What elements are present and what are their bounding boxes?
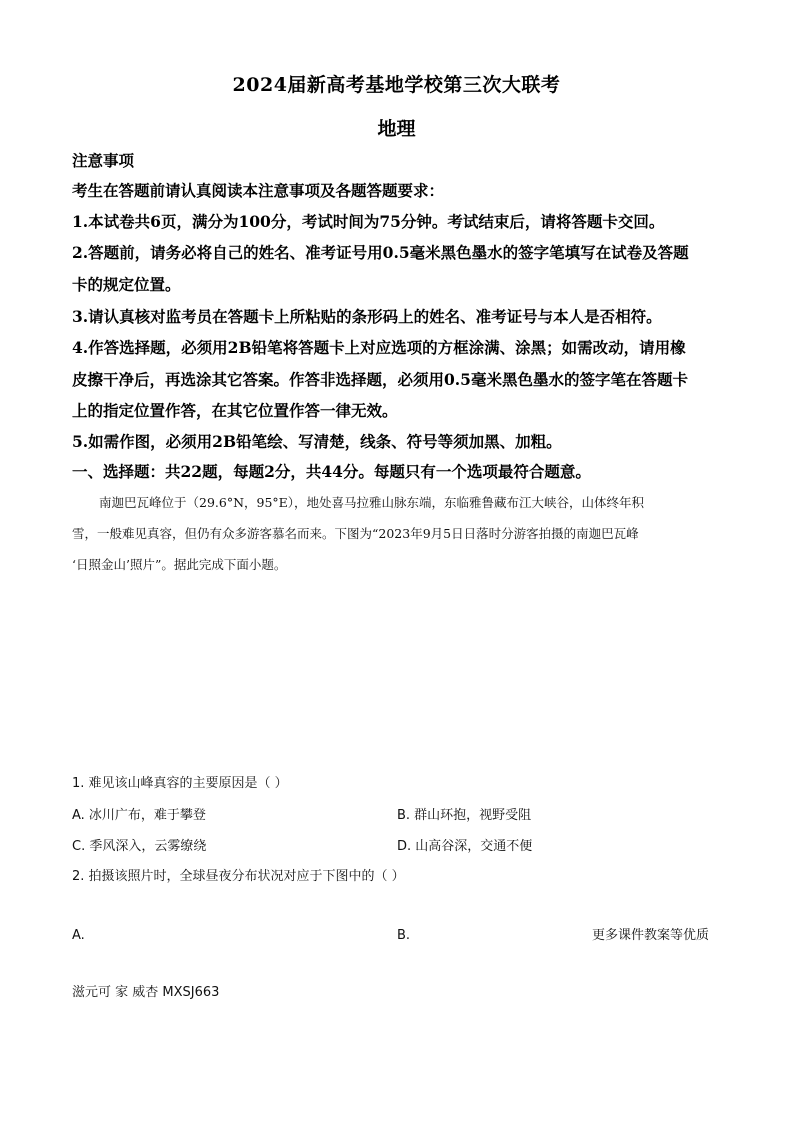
question-1-option-b: B. 群山环抱，视野受阻: [397, 808, 532, 823]
notice-line-3: 3.请认真核对监考员在答题卡上所粘贴的条形码上的姓名、准考证号与本人是否相符。: [72, 307, 662, 326]
notice-line-5: 5.如需作图，必须用2B铅笔绘、写清楚，线条、符号等须加黑、加粗。: [72, 432, 562, 451]
question-1-option-c: C. 季风深入，云雾缭绕: [72, 839, 207, 854]
question-1-stem: 1. 难见该山峰真容的主要原因是（ ）: [72, 776, 288, 791]
question-1-option-a: A. 冰川广布，难于攀登: [72, 808, 206, 823]
notice-line-2a: 2.答题前，请务必将自己的姓名、准考证号用0.5毫米黑色墨水的签字笔填写在试卷及答题: [72, 243, 689, 262]
exam-subject: 地理: [377, 118, 416, 140]
notice-heading: 注意事项: [72, 151, 135, 170]
notice-intro: 考生在答题前请认真阅读本注意事项及各题答题要求：: [72, 181, 445, 200]
notice-line-4c: 上的指定位置作答，在其它位置作答一律无效。: [72, 401, 398, 420]
section-title: 一、选择题：共22题，每题2分，共44分。每题只有一个选项最符合题意。: [72, 462, 591, 481]
question-2-option-a: A.: [72, 928, 85, 943]
exam-title: 2024届新高考基地学校第三次大联考: [232, 74, 561, 96]
passage-line-2: 雪，一般难见真容，但仍有众多游客慕名而来。下图为“2023年9月5日日落时分游客拍摄的南迦巴瓦峰: [72, 526, 639, 541]
passage-line-1: 南迦巴瓦峰位于（29.6°N，95°E），地处喜马拉雅山脉东端，东临雅鲁藏布江大峡谷，山体终年积: [99, 495, 645, 510]
notice-line-4b: 皮擦干净后，再选涂其它答案。作答非选择题，必须用0.5毫米黑色墨水的签字笔在答题卡: [72, 370, 688, 389]
footer-text: 滋元可 家 威杏 MXSJ663: [72, 985, 220, 1000]
promo-text: 更多课件教案等优质: [592, 928, 710, 943]
question-2-stem: 2. 拍摄该照片时，全球昼夜分布状况对应于下图中的（ ）: [72, 869, 405, 884]
notice-line-4a: 4.作答选择题，必须用2B铅笔将答题卡上对应选项的方框涂满、涂黑；如需改动，请用橡: [72, 338, 686, 357]
notice-line-1: 1.本试卷共6页，满分为100分，考试时间为75分钟。考试结束后，请将答题卡交回。: [72, 212, 665, 231]
notice-line-2b: 卡的规定位置。: [72, 275, 181, 294]
question-2-option-b: B.: [397, 928, 411, 943]
passage-line-3: ‘日照金山’照片”。据此完成下面小题。: [72, 557, 287, 572]
question-1-option-d: D. 山高谷深，交通不便: [397, 839, 533, 854]
